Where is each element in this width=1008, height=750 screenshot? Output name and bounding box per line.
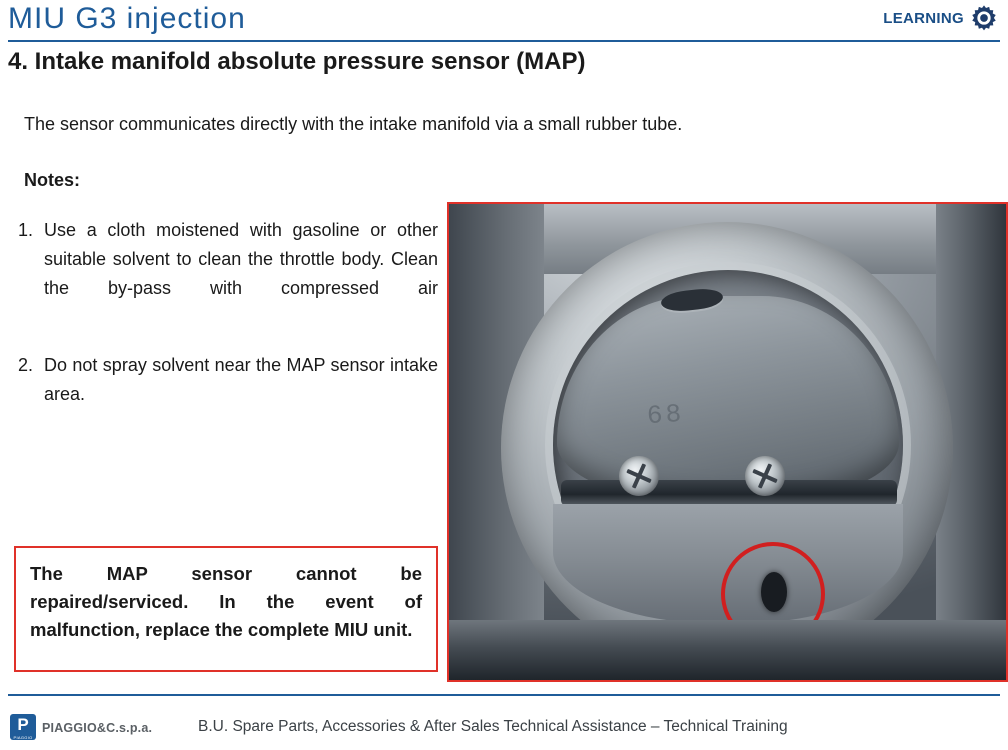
list-item-text: Use a cloth moistened with gasoline or other suitable solvent to clean the throttle body. Clean the by-pass with compressed air (44, 220, 438, 299)
throttle-screw-right (745, 456, 785, 496)
piaggio-logo-letter: P (17, 715, 29, 734)
slide-header (0, 0, 1008, 44)
gear-icon (970, 4, 998, 32)
throttle-screw-left (619, 456, 659, 496)
warning-callout-text: The MAP sensor cannot be repaired/serviced. In the event of malfunction, replace the complete MIU unit. (30, 563, 422, 641)
slide-footer (0, 702, 1008, 750)
piaggio-brand-name: PIAGGIO&C.s.p.a. (42, 721, 153, 735)
throttle-plate (557, 296, 899, 506)
engraved-code: 68 (645, 398, 686, 432)
footer-divider (8, 694, 1000, 696)
piaggio-logo-icon (10, 714, 36, 740)
throttle-plate-edge (561, 480, 897, 506)
learning-badge (883, 4, 998, 32)
list-item-number: 2. (18, 354, 34, 375)
photo-bottom-band (449, 620, 1006, 680)
list-item-number: 1. (18, 220, 34, 240)
photo-inner (449, 204, 1006, 680)
warning-callout (14, 546, 438, 672)
notes-list (18, 216, 438, 456)
page-title: 4. Intake manifold absolute pressure sensor (MAP) (8, 48, 586, 75)
notes-label: Notes: (24, 170, 81, 190)
piaggio-logo-subtext: PIAGGIO (13, 735, 33, 740)
list-item (18, 216, 438, 333)
list-item-text: Do not spray solvent near the MAP sensor intake area. (44, 354, 438, 404)
intro-paragraph: The sensor communicates directly with the intake manifold via a small rubber tube. (24, 114, 683, 134)
list-item (18, 351, 438, 438)
throttle-body-photo (447, 202, 1008, 682)
header-divider (8, 40, 1000, 42)
header-title: MIU G3 injection (8, 2, 246, 35)
footer-text: B.U. Spare Parts, Accessories & After Sales Technical Assistance – Technical Training (198, 718, 788, 735)
learning-label: LEARNING (883, 9, 964, 27)
